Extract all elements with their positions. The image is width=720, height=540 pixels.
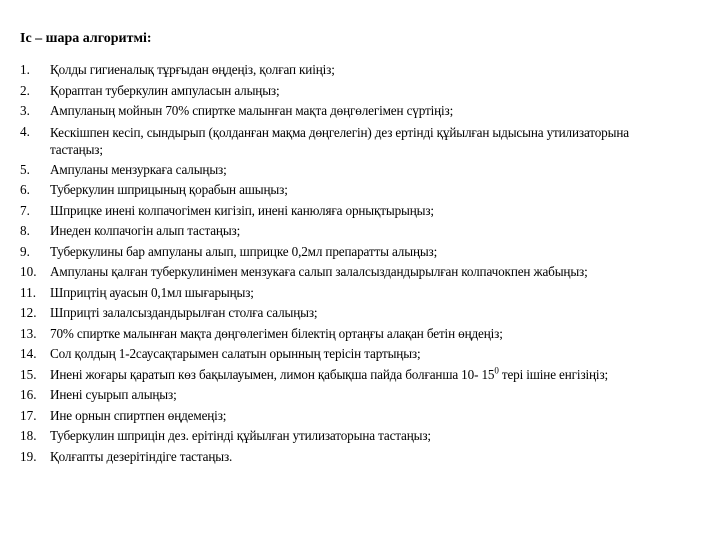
- step-text: Сол қолдың 1-2саусақтарымен салатын орынның терісін тартыңыз;: [50, 346, 421, 361]
- step-number: 2.: [20, 82, 30, 98]
- step-number: 9.: [20, 243, 30, 259]
- list-item: [20, 201, 718, 222]
- step-text: Туберкулин шприцін дез. ерітінді құйылған утилизаторына тастаңыз;: [50, 428, 431, 443]
- list-item: [20, 385, 718, 406]
- step-number: 6.: [20, 182, 30, 197]
- list-item: [20, 262, 718, 283]
- step-text: Туберкулин шприцының қорабын ашыңыз;: [50, 182, 288, 197]
- step-number: 12.: [20, 305, 37, 320]
- list-item: [20, 365, 718, 386]
- step-text: 70% спиртке малынған мақта дөңгөлегімен білектің ортаңғы алақан бетін өңдеңіз;: [50, 325, 503, 341]
- step-number: 11.: [20, 284, 36, 300]
- step-number: 4.: [20, 123, 30, 139]
- list-item: [20, 344, 718, 365]
- list-item: [20, 406, 718, 427]
- step-text-main: Инені жоғары қаратып көз бақылауымен, лимон қабықша пайда болғанша 10- 15: [50, 366, 495, 382]
- algorithm-steps-list: [20, 60, 718, 467]
- step-text: Шприцке инені колпачогімен кигізіп, инені канюляға орнықтырыңыз;: [50, 202, 434, 218]
- list-item: [20, 160, 718, 181]
- step-number: 13.: [20, 325, 37, 341]
- step-text: Инеден колпачогін алып тастаңыз;: [50, 223, 241, 238]
- step-number: 17.: [20, 407, 37, 423]
- step-number: 7.: [20, 202, 30, 218]
- list-item: [20, 180, 718, 201]
- step-number: 15.: [20, 366, 37, 382]
- list-item: [20, 283, 718, 304]
- step-number: 19.: [20, 448, 37, 464]
- step-text: Кескішпен кесіп, сындырып (қолданған мақма дөңгелегін) дез ертінді құйылған ыдысына утилизаторына тастаңыз;: [50, 124, 629, 157]
- step-number: 16.: [20, 387, 37, 402]
- step-text: Қолғапты дезерітіндіге тастаңыз.: [50, 448, 233, 464]
- step-number: 14.: [20, 346, 37, 361]
- step-number: 1.: [20, 62, 30, 77]
- step-text: Инені суырып алыңыз;: [50, 387, 177, 402]
- list-item: [20, 426, 718, 447]
- list-item: [20, 303, 718, 324]
- list-item: [20, 242, 718, 263]
- step-text: Ампуланы мензуркаға салыңыз;: [50, 161, 227, 177]
- step-number: 8.: [20, 223, 30, 238]
- step-text: Қолды гигиеналық тұрғыдан өңдеңіз, қолғап киіңіз;: [50, 62, 335, 77]
- list-item: [20, 221, 718, 242]
- step-number: 10.: [20, 264, 37, 279]
- list-item: [20, 447, 718, 468]
- list-item: [20, 122, 718, 160]
- step-text: Шприцті залалсыздандырылған столға салыңыз;: [50, 305, 318, 320]
- step-text: [50, 365, 718, 386]
- step-number: 18.: [20, 428, 37, 443]
- step-text-tail: тері ішіне енгізіңіз;: [498, 366, 609, 382]
- step-text: Ине орнын спиртпен өңдемеңіз;: [50, 407, 227, 423]
- step-text: Ампуланың мойнын 70% спиртке малынған мақта дөңгөлегімен сүртіңіз;: [50, 103, 454, 118]
- document-heading: Іс – шара алгоритмі:: [20, 31, 152, 46]
- step-text: Туберкулины бар ампуланы алып, шприцке 0,2мл препаратты алыңыз;: [50, 243, 438, 259]
- list-item: [20, 60, 718, 81]
- step-number: 5.: [20, 161, 30, 177]
- step-text: Қораптан туберкулин ампуласын алыңыз;: [50, 82, 280, 98]
- step-text: Ампуланы қалған туберкулинімен мензукаға салып залалсыздандырылған колпачокпен жабыңыз;: [50, 264, 588, 279]
- degree-superscript: 0: [494, 365, 499, 376]
- step-number: 3.: [20, 103, 30, 118]
- list-item: [20, 81, 718, 102]
- step-text: Шприцтің ауасын 0,1мл шығарыңыз;: [50, 284, 254, 300]
- list-item: [20, 101, 718, 122]
- list-item: [20, 324, 718, 345]
